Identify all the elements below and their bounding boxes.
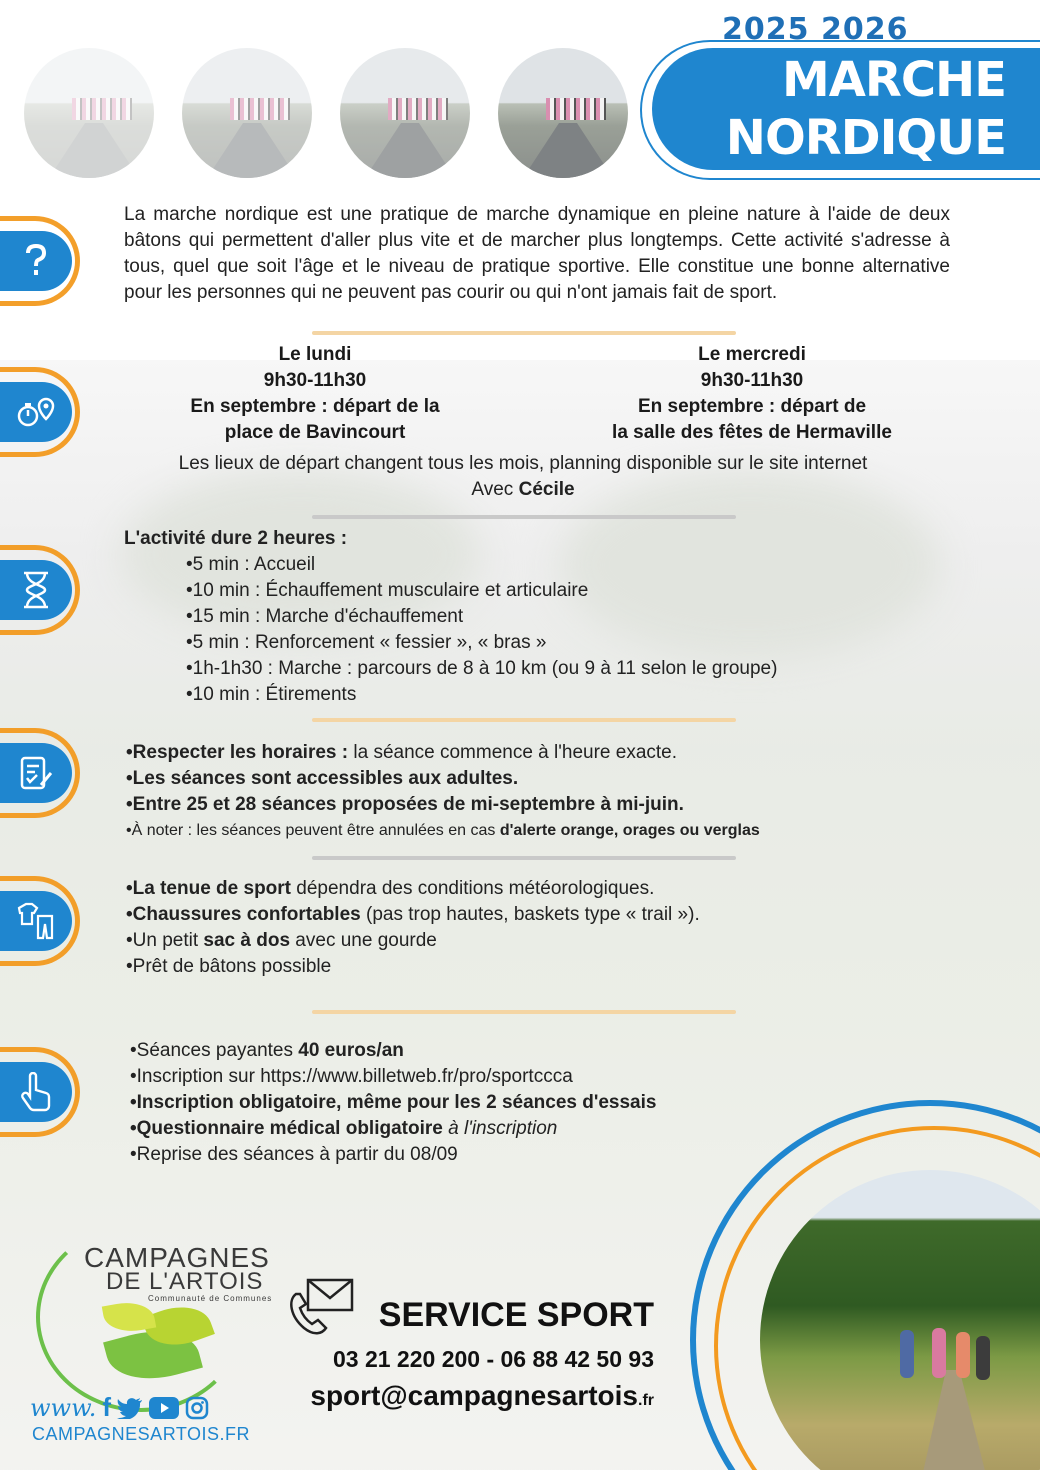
header-photo-4 [498, 48, 628, 178]
twitter-icon[interactable] [117, 1397, 143, 1419]
list-item: •Reprise des séances à partir du 08/09 [130, 1144, 458, 1165]
page-title-line2: NORDIQUE [725, 110, 1006, 166]
section-divider [312, 515, 736, 519]
coach-line [60, 477, 986, 503]
schedule-day: Le lundi [278, 344, 352, 365]
list-item [126, 928, 986, 954]
reg-italic: à l'inscription [442, 1118, 558, 1139]
coach-name: Cécile [518, 479, 575, 500]
phone-numbers[interactable]: 03 21 220 200 - 06 88 42 50 93 [332, 1346, 654, 1372]
header-photo-1 [24, 48, 154, 178]
gear-text: •Un petit [126, 930, 204, 951]
mail-phone-icon [286, 1276, 356, 1338]
list-item: •Prêt de bâtons possible [126, 956, 332, 977]
rule-bold: •Respecter les horaires : [126, 742, 349, 763]
list-item: •Inscription obligatoire, même pour les 2 séances d'essais [130, 1092, 657, 1113]
email-address[interactable] [200, 1380, 654, 1412]
social-links [30, 1392, 209, 1423]
reg-bold: •Questionnaire médical obligatoire [130, 1118, 443, 1139]
www-label: www. [30, 1393, 97, 1422]
page-title-line1: MARCHE [781, 52, 1006, 108]
reg-text: •Séances payantes [130, 1040, 299, 1061]
section-divider [312, 856, 736, 860]
gear-list [126, 876, 986, 980]
gear-bold: •La tenue de sport [126, 878, 292, 899]
list-item [126, 740, 1006, 766]
list-item [126, 876, 986, 902]
website-link[interactable]: CAMPAGNESARTOIS.FR [32, 1424, 251, 1444]
list-item: •5 min : Renforcement « fessier », « bras » [186, 632, 547, 653]
schedule-note [60, 451, 986, 503]
header-photo-3 [340, 48, 470, 178]
logo-name-line1: CAMPAGNES [84, 1242, 270, 1273]
gear-bold: sac à dos [203, 930, 291, 951]
list-item [126, 818, 1006, 844]
hand-pointer-icon [0, 1062, 72, 1122]
list-item [130, 1038, 890, 1064]
duration-list [186, 552, 777, 708]
schedule-place-line: place de Bavincourt [224, 422, 406, 443]
schedule-monday [140, 342, 490, 446]
duration-heading: L'activité dure 2 heures : [124, 528, 348, 549]
coach-prefix: Avec [471, 479, 519, 500]
schedule-place-line: En septembre : départ de [637, 396, 867, 417]
list-item: •Entre 25 et 28 séances proposées de mi-septembre à mi-juin. [126, 794, 684, 815]
gear-text: (pas trop hautes, baskets type « trail »). [360, 904, 700, 925]
schedule-place-line: En septembre : départ de la [190, 396, 440, 417]
question-icon [0, 231, 72, 291]
gear-text: dépendra des conditions météorologiques. [291, 878, 655, 899]
list-item: •1h-1h30 : Marche : parcours de 8 à 10 km (ou 9 à 11 selon le groupe) [186, 658, 778, 679]
schedule-note-text: Les lieux de départ changent tous les mois, planning disponible sur le site internet [178, 453, 868, 474]
list-item: •Inscription sur https://www.billetweb.fr/pro/sportccca [130, 1066, 573, 1087]
list-item: •5 min : Accueil [186, 554, 316, 575]
schedule-time: 9h30-11h30 [263, 370, 367, 391]
registration-list [130, 1038, 890, 1168]
schedule-place-line: la salle des fêtes de Hermaville [612, 422, 892, 443]
logo-name-line2: DE L'ARTOIS [106, 1268, 264, 1295]
stopwatch-location-icon [0, 382, 72, 442]
list-item: •10 min : Échauffement musculaire et articulaire [186, 580, 589, 601]
list-item [130, 1116, 890, 1142]
section-divider [312, 718, 736, 722]
schedule-day: Le mercredi [698, 344, 806, 365]
youtube-icon[interactable] [149, 1397, 179, 1419]
clothes-icon [0, 891, 72, 951]
list-item: •15 min : Marche d'échauffement [186, 606, 464, 627]
rule-bold: d'alerte orange, orages ou verglas [499, 822, 760, 839]
rule-text: •À noter : les séances peuvent être annulées en cas [126, 822, 500, 839]
gear-text: avec une gourde [290, 930, 437, 951]
service-title: SERVICE SPORT [378, 1296, 654, 1334]
list-item: •Les séances sont accessibles aux adultes. [126, 768, 519, 789]
list-item: •10 min : Étirements [186, 684, 357, 705]
email-tld[interactable]: .fr [638, 1392, 654, 1409]
logo-subtitle: Communauté de Communes [148, 1294, 273, 1303]
schedule-time: 9h30-11h30 [700, 370, 804, 391]
schedule-wednesday [560, 342, 944, 446]
header-photo-2 [182, 48, 312, 178]
facebook-icon[interactable]: f [102, 1392, 112, 1422]
rule-text: la séance commence à l'heure exacte. [348, 742, 678, 763]
section-divider [312, 331, 736, 335]
reg-bold: 40 euros/an [298, 1040, 404, 1061]
hourglass-icon [0, 560, 72, 620]
section-divider [312, 1010, 736, 1014]
rules-list [126, 740, 1006, 844]
season-years: 2025 2026 [722, 12, 909, 47]
email-main[interactable]: sport@campagnesartois [310, 1380, 638, 1411]
list-item [126, 902, 986, 928]
intro-paragraph: La marche nordique est une pratique de marche dynamique en pleine nature à l'aide de deux bâtons qui permettent d'aller plus vite et de marcher plus longtemps. Cette activité s'adresse à tous, quel que soit l'âge et le niveau de pratique sportive. Elle constitue une bonne alternative pour les personnes qui ne peuvent pas courir ou qui n'ont jamais fait de sport. [124, 204, 950, 303]
gear-bold: •Chaussures confortables [126, 904, 361, 925]
checklist-icon [0, 743, 72, 803]
